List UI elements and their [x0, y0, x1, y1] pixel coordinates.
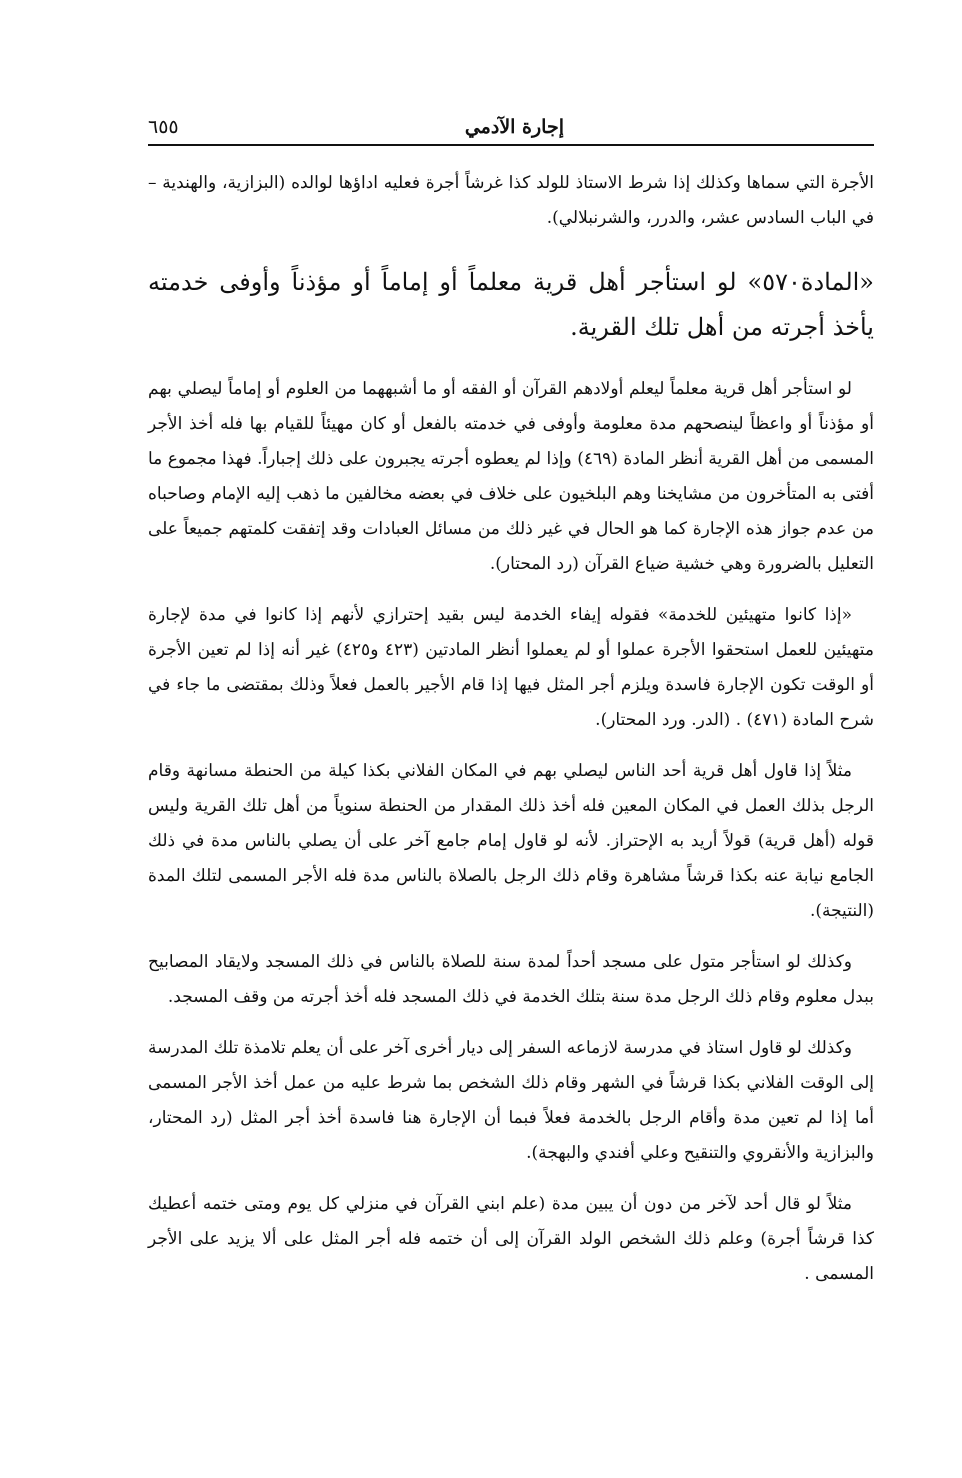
- paragraph-3: مثلاً إذا قاول أهل قرية أحد الناس ليصلي بهم في المكان الفلاني بكذا كيلة من الحنطة مسانهة وقام الرجل بذلك العمل في المكان المعين فله أخذ ذلك المقدار من الحنطة سنوياً من أهل تلك القرية وليس قوله (أهل قرية) قولاً أريد به الإحتراز. لأنه لو قاول إمام جامع آخر على أن يصلي بالناس مدة في ذلك الجامع نيابة عنه بكذا قرشاً مشاهرة وقام ذلك الرجل بالصلاة بالناس مدة فله الأجر المسمى لتلك المدة (النتيجة).: [148, 761, 874, 921]
- document-page: [148, 110, 874, 1308]
- running-title: إجارة الآدمي: [464, 116, 564, 138]
- page-header: [148, 110, 874, 146]
- paragraph-6: مثلاً لو قال أحد لآخر من دون أن يبين مدة (علم ابني القرآن في منزلي كل يوم ومتى ختمه أعطيك كذا قرشاً أجرة) وعلم ذلك الشخص الولد القرآن إلى أن ختمه فله أجر المثل على ألا يزيد على الأجر المسمى .: [148, 1194, 874, 1284]
- paragraph-4: وكذلك لو استأجر متول على مسجد أحداً لمدة سنة للصلاة بالناس في ذلك المسجد ولايقاد المصابيح ببدل معلوم وقام ذلك الرجل مدة سنة بتلك الخدمة في ذلك المسجد فله أخذ أجرته من وقف المسجد.: [148, 952, 874, 1007]
- article-heading: «المادة٥٧٠» لو استأجر أهل قرية معلماً أو إماماً أو مؤذناً وأوفى خدمته يأخذ أجرته من أهل تلك القرية.: [148, 268, 874, 341]
- paragraph-5: وكذلك لو قاول استاذ في مدرسة لازماعه السفر إلى ديار أخرى آخر على أن يعلم تلامذة تلك المدرسة إلى الوقت الفلاني بكذا قرشاً في الشهر وقام ذلك الشخص بما شرط عليه من عمل أخذ الأجر المسمى أما إذا لم تعين مدة وأقام الرجل بالخدمة فعلاً فبما أن الإجارة هنا فاسدة أخذ أجر المثل (رد المحتار، والبزازية والأنقروي والتنقيح وعلي أفندي والبهجة).: [148, 1038, 874, 1163]
- page-number: ٦٥٥: [148, 116, 179, 138]
- paragraph-2: «إذا كانوا متهيئين للخدمة» فقوله إيفاء الخدمة ليس بقيد إحترازي لأنهم إذا كانوا في مدة لإجارة متهيئين للعمل استحقوا الأجرة عملوا أو لم يعملوا أنظر المادتين (٤٢٣ و٤٢٥) غير أنه إذا لم تعين الأجرة أو الوقت تكون الإجارة فاسدة ويلزم أجر المثل فيها إذا قام الأجير بالعمل فعلاً وذلك بمقتضى ما جاء في شرح المادة (٤٧١) . (الدر. ورد المحتار).: [148, 605, 874, 730]
- paragraph-1: لو استأجر أهل قرية معلماً ليعلم أولادهم القرآن أو الفقه أو ما أشبههما من العلوم أو إماماً ليصلي بهم أو مؤذناً أو واعظاً لينصحهم مدة معلومة وأوفى في خدمته بالفعل أو كان مهيئاً للقيام بها فله أخذ الأجر المسمى من أهل القرية أنظر المادة (٤٦٩) وإذا لم يعطوه أجرته يجبرون على ذلك إجباراً. فهذا مجموع ما أفتى به المتأخرون من مشايخنا وهم البلخيون على خلاف في بعضه مخالفين ما ذهب إليه الإمام وصاحباه من عدم جواز هذه الإجارة كما هو الحال في غير ذلك من مسائل العبادات وقد إتفقت كلمتهم جميعاً على التعليل بالضرورة وهي خشية ضياع القرآن (رد المحتار).: [148, 379, 874, 574]
- intro-paragraph: الأجرة التي سماها وكذلك إذا شرط الاستاذ للولد كذا غرشاً أجرة فعليه اداؤها لوالده (البزازية، والهندية – في الباب السادس عشر، والدرر، والشرنبلالي).: [148, 173, 874, 228]
